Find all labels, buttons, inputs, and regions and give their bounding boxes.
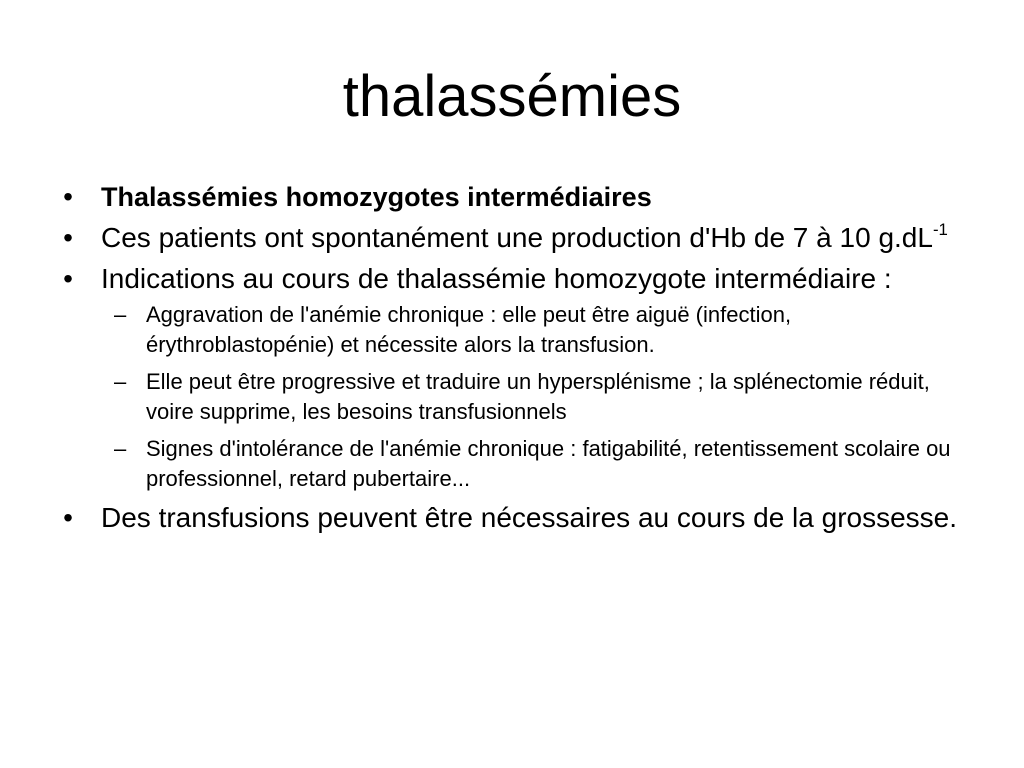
bullet-item-3 xyxy=(58,262,958,494)
sub-bullet-text: Elle peut être progressive et traduire un hypersplénisme ; la splénectomie réduit, voire supprime, les besoins transfusionnels xyxy=(146,369,930,424)
dash-glyph: – xyxy=(114,436,127,461)
dash-glyph: – xyxy=(114,369,127,394)
bullet-item-4 xyxy=(58,501,958,535)
sub-bullet-text: Aggravation de l'anémie chronique : elle peut être aiguë (infection, érythroblastopénie) et nécessite alors la transfusion. xyxy=(146,302,792,357)
bullet-glyph: • xyxy=(63,263,73,294)
dash-glyph: – xyxy=(114,302,127,327)
sub-bullet-item-2 xyxy=(101,367,958,427)
bullet-text: Des transfusions peuvent être nécessaires au cours de la grossesse. xyxy=(101,502,958,533)
superscript: -1 xyxy=(932,219,948,239)
sub-bullet-item-1 xyxy=(101,300,958,360)
sub-bullet-text: Signes d'intolérance de l'anémie chronique : fatigabilité, retentissement scolaire ou professionnel, retard pubertaire... xyxy=(146,436,951,491)
sub-bullet-item-3 xyxy=(101,434,958,494)
bullet-text: Ces patients ont spontanément une production d'Hb de 7 à 10 g.dL xyxy=(101,222,933,253)
bullet-item-1 xyxy=(58,180,958,214)
bullet-list xyxy=(58,180,958,542)
sub-bullet-list xyxy=(101,300,958,494)
bullet-glyph: • xyxy=(63,502,73,533)
bullet-item-2 xyxy=(58,221,958,255)
bullet-text: Indications au cours de thalassémie homozygote intermédiaire : xyxy=(101,263,892,294)
slide-title: thalassémies xyxy=(342,64,682,129)
bullet-glyph: • xyxy=(63,181,73,212)
bullet-text-bold: Thalassémies homozygotes intermédiaires xyxy=(101,182,652,212)
bullet-glyph: • xyxy=(63,222,73,253)
